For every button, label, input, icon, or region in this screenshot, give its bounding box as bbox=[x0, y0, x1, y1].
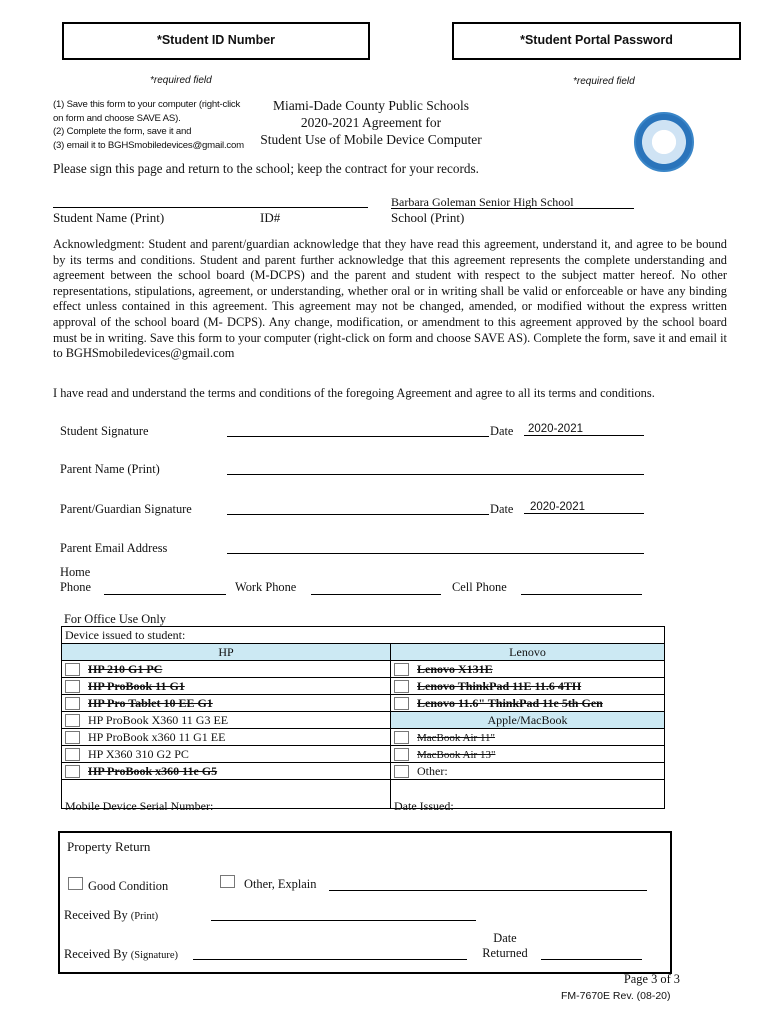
password-field[interactable] bbox=[452, 22, 741, 60]
serial-number-label: Mobile Device Serial Number: bbox=[65, 799, 214, 813]
instruction-line: (2) Complete the form, save it and bbox=[53, 126, 192, 137]
checkbox-icon[interactable] bbox=[65, 731, 80, 744]
student-date-value: 2020-2021 bbox=[528, 423, 583, 435]
instruction-line: on form and choose SAVE AS). bbox=[53, 112, 181, 124]
checkbox-icon[interactable] bbox=[65, 680, 80, 693]
password-label: *Student Portal Password bbox=[520, 33, 673, 47]
signature-text: (Signature) bbox=[130, 950, 179, 961]
device-option[interactable] bbox=[391, 729, 665, 746]
device-option[interactable] bbox=[391, 695, 665, 712]
device-option[interactable] bbox=[391, 678, 665, 695]
password-required-note: *required field bbox=[573, 76, 635, 87]
device-label: Lenovo 11.6" ThinkPad 11e 5th Gen bbox=[417, 695, 603, 710]
received-by-text: Received By bbox=[64, 947, 128, 961]
parent-name-line[interactable] bbox=[227, 461, 644, 475]
parent-email-line[interactable] bbox=[227, 540, 644, 554]
other-explain-checkbox-icon[interactable] bbox=[220, 875, 235, 888]
student-date-field[interactable] bbox=[524, 423, 644, 436]
checkbox-icon[interactable] bbox=[394, 663, 409, 676]
checkbox-icon[interactable] bbox=[394, 748, 409, 761]
parent-date-field[interactable] bbox=[524, 501, 644, 514]
device-option[interactable] bbox=[391, 746, 665, 763]
title-line-1: Miami-Dade County Public Schools bbox=[272, 98, 470, 113]
parent-name-label: Parent Name (Print) bbox=[60, 462, 160, 476]
date-returned-line[interactable] bbox=[541, 946, 642, 960]
parent-email-label: Parent Email Address bbox=[60, 541, 168, 555]
school-name-field[interactable] bbox=[391, 193, 634, 209]
other-label: Other: bbox=[417, 763, 448, 778]
school-board-seal-icon bbox=[634, 112, 694, 172]
student-name-label: Student Name (Print) bbox=[53, 210, 165, 225]
received-by-print-line[interactable] bbox=[211, 907, 476, 921]
received-by-signature-label bbox=[64, 947, 178, 962]
good-condition-checkbox-icon[interactable] bbox=[68, 877, 83, 890]
good-condition-label: Good Condition bbox=[88, 879, 169, 893]
device-option[interactable] bbox=[62, 763, 391, 780]
parent-date-value: 2020-2021 bbox=[530, 501, 585, 513]
checkbox-icon[interactable] bbox=[65, 697, 80, 710]
agreement-title bbox=[250, 97, 492, 148]
device-label: HP 210 G1 PC bbox=[88, 661, 163, 676]
student-date-label: Date bbox=[490, 424, 514, 438]
apple-header: Apple/MacBook bbox=[391, 712, 665, 729]
device-issued-label: Device issued to student: bbox=[62, 627, 665, 644]
device-label: HP ProBook X360 11 G3 EE bbox=[88, 712, 229, 727]
student-id-required-note: *required field bbox=[150, 75, 212, 86]
agreement-statement: I have read and understand the terms and conditions of the foregoing Agreement and agree to all its terms and conditions. bbox=[53, 386, 655, 400]
acknowledgment-text: Acknowledgment: Student and parent/guardian acknowledge that they have read this agreement, understand it, and agree to be bound by its terms and conditions. Student and parent further acknowledge that this agreement represents the complete understanding and agreement between the school board (M-DCPS) and the parent and student with respect to the subject matter hereof. No other representations, stipulations, agreement, or understanding, whether oral or in writing shall be valid or enforceable or have any binding effect unless contained in this agreement. This agreement may not be changed, amended, or modified without the express written approval of the school board (M- DCPS). Any change, modification, or amendment to this agreement approved by the school board must be in writing. Save this form to your computer (right-click on form and choose SAVE AS). Complete the form, save it and email it to BGHSmobiledevices@gmail.com bbox=[53, 237, 727, 361]
device-option[interactable] bbox=[62, 661, 391, 678]
date-text: Date bbox=[493, 931, 517, 945]
device-label: HP ProBook x360 11 G1 EE bbox=[88, 729, 226, 744]
device-option[interactable] bbox=[62, 695, 391, 712]
returned-text: Returned bbox=[482, 946, 528, 960]
checkbox-icon[interactable] bbox=[65, 714, 80, 727]
save-instructions bbox=[53, 98, 253, 152]
form-number: FM-7670E Rev. (08-20) bbox=[561, 990, 671, 1002]
cell-phone-label: Cell Phone bbox=[452, 580, 507, 594]
checkbox-icon[interactable] bbox=[394, 731, 409, 744]
school-label: School (Print) bbox=[391, 210, 465, 225]
received-by-signature-line[interactable] bbox=[193, 946, 467, 960]
parent-signature-label: Parent/Guardian Signature bbox=[60, 502, 192, 516]
student-id-label: *Student ID Number bbox=[156, 33, 276, 47]
title-line-3: Student Use of Mobile Device Computer bbox=[260, 132, 482, 147]
checkbox-icon[interactable] bbox=[65, 748, 80, 761]
instruction-line: (3) email it to BGHSmobiledevices@gmail.com bbox=[53, 139, 244, 151]
checkbox-icon[interactable] bbox=[394, 697, 409, 710]
student-signature-line[interactable] bbox=[227, 423, 489, 437]
device-option[interactable] bbox=[62, 746, 391, 763]
device-option[interactable] bbox=[62, 712, 391, 729]
office-use-title: For Office Use Only bbox=[64, 612, 166, 626]
other-explain-label: Other, Explain bbox=[244, 877, 317, 891]
device-label: HP Pro Tablet 10 EE G1 bbox=[88, 695, 213, 710]
serial-number-field[interactable] bbox=[62, 780, 391, 813]
device-label: HP ProBook 11 G1 bbox=[88, 678, 185, 693]
page-number: Page 3 of 3 bbox=[623, 972, 680, 986]
checkbox-icon[interactable] bbox=[65, 663, 80, 676]
instruction-line: (1) Save this form to your computer (right-click bbox=[53, 99, 241, 110]
date-returned-label bbox=[480, 931, 530, 961]
other-explain-line[interactable] bbox=[329, 877, 647, 891]
student-signature-label: Student Signature bbox=[60, 424, 149, 438]
hp-header: HP bbox=[62, 644, 391, 661]
device-label: MacBook Air 13" bbox=[417, 748, 496, 761]
work-phone-line[interactable] bbox=[311, 580, 441, 595]
device-table bbox=[61, 626, 665, 813]
sign-instruction: Please sign this page and return to the school; keep the contract for your records. bbox=[53, 161, 479, 176]
received-by-text: Received By bbox=[64, 908, 128, 922]
school-name-value: Barbara Goleman Senior High School bbox=[391, 195, 574, 209]
lenovo-header: Lenovo bbox=[391, 644, 665, 661]
property-return-box bbox=[58, 831, 672, 974]
device-label: Lenovo ThinkPad 11E 11.6 4TH bbox=[417, 678, 582, 693]
checkbox-icon[interactable] bbox=[65, 765, 80, 778]
date-issued-field[interactable] bbox=[391, 780, 665, 813]
device-option-other[interactable] bbox=[391, 763, 665, 780]
device-label: MacBook Air 11" bbox=[417, 731, 496, 744]
device-table-wrapper bbox=[61, 626, 665, 813]
date-issued-label: Date Issued: bbox=[394, 799, 454, 813]
home-phone-line[interactable] bbox=[104, 580, 226, 595]
checkbox-icon[interactable] bbox=[394, 680, 409, 693]
student-name-line[interactable] bbox=[53, 193, 368, 208]
checkbox-icon[interactable] bbox=[394, 765, 409, 778]
home-phone-label: Phone bbox=[60, 580, 91, 594]
device-option[interactable] bbox=[62, 729, 391, 746]
id-label: ID# bbox=[260, 210, 281, 225]
parent-signature-line[interactable] bbox=[227, 501, 489, 515]
print-text: (Print) bbox=[130, 911, 159, 922]
work-phone-label: Work Phone bbox=[235, 580, 297, 594]
cell-phone-line[interactable] bbox=[521, 580, 642, 595]
received-by-print-label bbox=[64, 908, 158, 923]
device-option[interactable] bbox=[391, 661, 665, 678]
property-return-title: Property Return bbox=[67, 839, 151, 854]
device-label: HP X360 310 G2 PC bbox=[88, 746, 189, 761]
student-id-field[interactable] bbox=[62, 22, 370, 60]
parent-date-label: Date bbox=[490, 502, 514, 516]
device-option[interactable] bbox=[62, 678, 391, 695]
title-line-2: 2020-2021 Agreement for bbox=[300, 115, 442, 130]
device-label: Lenovo X131E bbox=[417, 661, 493, 676]
home-label: Home bbox=[60, 565, 91, 579]
device-label: HP ProBook x360 11e G5 bbox=[88, 763, 218, 778]
